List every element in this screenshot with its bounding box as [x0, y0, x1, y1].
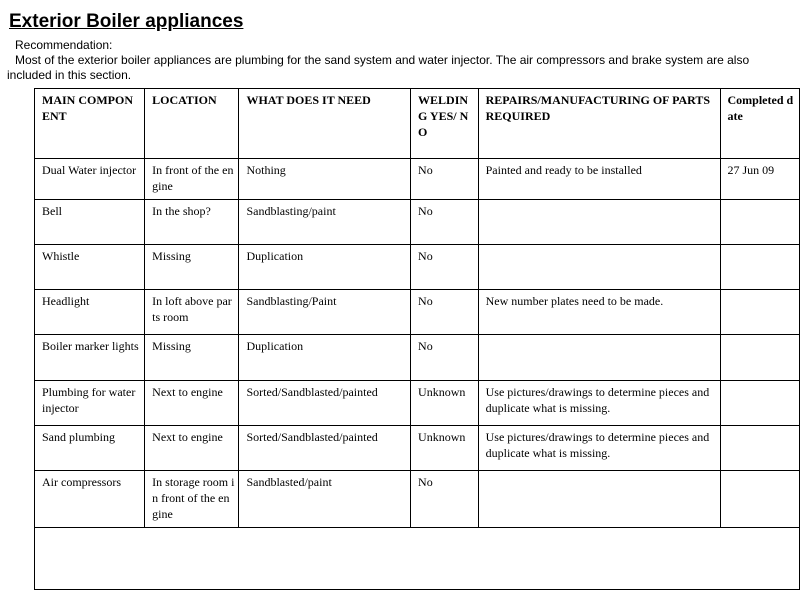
cell-completed [720, 381, 799, 426]
cell-location: In loft above parts room [145, 290, 239, 335]
cell-repairs [478, 200, 720, 245]
cell-welding: No [411, 335, 479, 381]
cell-component: Boiler marker lights [35, 335, 145, 381]
cell-need: Nothing [239, 159, 411, 200]
cell-repairs: New number plates need to be made. [478, 290, 720, 335]
cell-repairs: Use pictures/drawings to determine pieces and duplicate what is missing. [478, 381, 720, 426]
cell-need: Sorted/Sandblasted/painted [239, 381, 411, 426]
cell-welding: No [411, 245, 479, 290]
cell-location: Next to engine [145, 381, 239, 426]
table-header-row [35, 89, 800, 159]
cell-completed: 27 Jun 09 [720, 159, 799, 200]
cell-component: Plumbing for water injector [35, 381, 145, 426]
header-main-component: MAIN COMPONENT [35, 89, 145, 159]
cell-component: Sand plumbing [35, 426, 145, 471]
cell-repairs [478, 335, 720, 381]
cell-need: Duplication [239, 335, 411, 381]
table-row [35, 471, 800, 528]
table-row [35, 290, 800, 335]
cell-component: Whistle [35, 245, 145, 290]
empty-cell [35, 528, 800, 590]
cell-location: Missing [145, 245, 239, 290]
table-row [35, 200, 800, 245]
cell-completed [720, 290, 799, 335]
cell-need: Sandblasting/paint [239, 200, 411, 245]
cell-repairs [478, 245, 720, 290]
header-completed-date: Completed date [720, 89, 799, 159]
cell-need: Duplication [239, 245, 411, 290]
components-table [34, 88, 800, 590]
header-repairs: REPAIRS/MANUFACTURING OF PARTS REQUIRED [478, 89, 720, 159]
table-row [35, 159, 800, 200]
cell-welding: No [411, 200, 479, 245]
recommendation-label: Recommendation: [15, 38, 113, 52]
cell-welding: Unknown [411, 381, 479, 426]
recommendation-text: Most of the exterior boiler appliances are plumbing for the sand system and water injector. The air compressors and brake system are also included in this section. [7, 53, 750, 82]
cell-need: Sandblasted/paint [239, 471, 411, 528]
cell-need: Sorted/Sandblasted/painted [239, 426, 411, 471]
header-need: WHAT DOES IT NEED [239, 89, 411, 159]
header-welding: WELDING YES/ NO [411, 89, 479, 159]
cell-welding: Unknown [411, 426, 479, 471]
cell-component: Air compressors [35, 471, 145, 528]
cell-repairs: Painted and ready to be installed [478, 159, 720, 200]
cell-component: Bell [35, 200, 145, 245]
cell-completed [720, 335, 799, 381]
cell-component: Headlight [35, 290, 145, 335]
header-location: LOCATION [145, 89, 239, 159]
cell-completed [720, 245, 799, 290]
table-row [35, 381, 800, 426]
cell-welding: No [411, 159, 479, 200]
cell-welding: No [411, 471, 479, 528]
cell-location: In storage room in front of the engine [145, 471, 239, 528]
table-empty-row [35, 528, 800, 590]
cell-completed [720, 200, 799, 245]
document-title: Exterior Boiler appliances [9, 11, 244, 32]
cell-need: Sandblasting/Paint [239, 290, 411, 335]
table-row [35, 335, 800, 381]
table-row [35, 245, 800, 290]
cell-welding: No [411, 290, 479, 335]
cell-location: In front of the engine [145, 159, 239, 200]
cell-location: In the shop? [145, 200, 239, 245]
cell-location: Next to engine [145, 426, 239, 471]
cell-repairs [478, 471, 720, 528]
cell-repairs: Use pictures/drawings to determine pieces and duplicate what is missing. [478, 426, 720, 471]
cell-completed [720, 471, 799, 528]
cell-location: Missing [145, 335, 239, 381]
cell-component: Dual Water injector [35, 159, 145, 200]
cell-completed [720, 426, 799, 471]
table-row [35, 426, 800, 471]
